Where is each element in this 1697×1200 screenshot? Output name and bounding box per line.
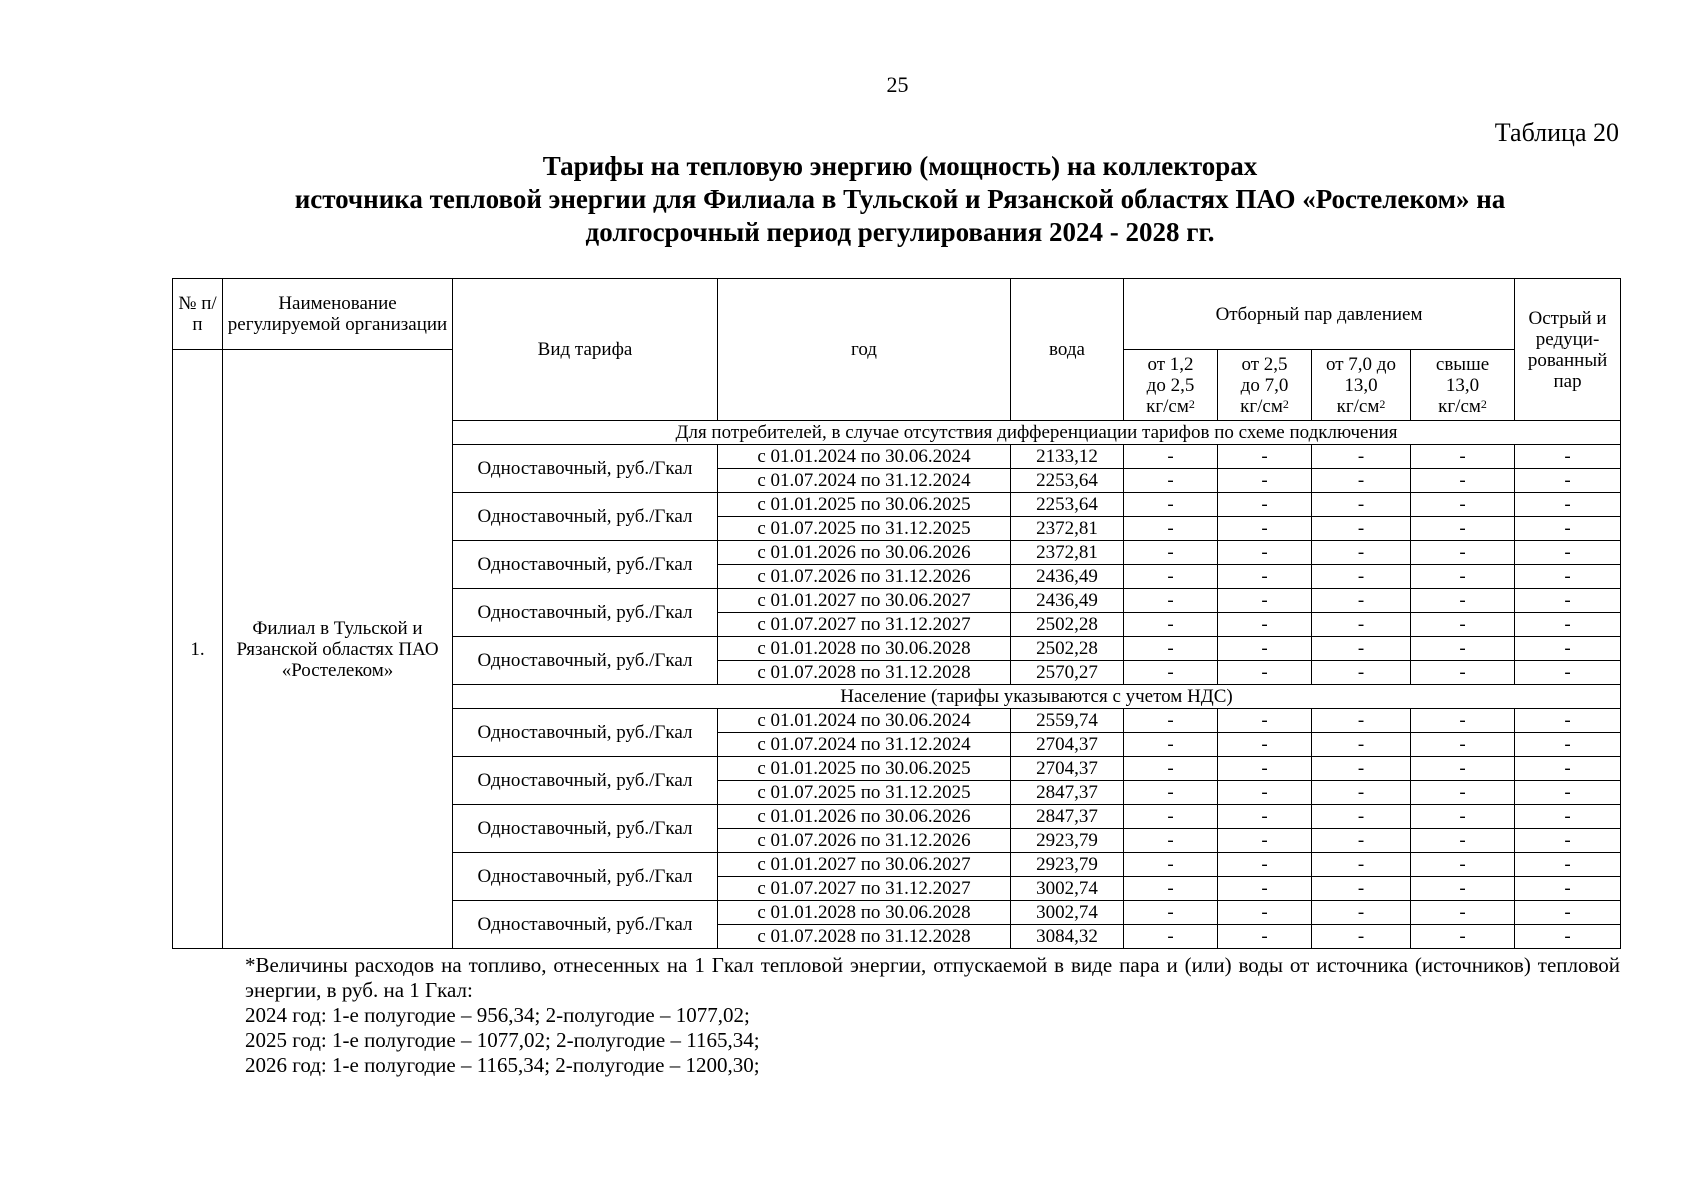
dash-cell: - — [1411, 589, 1515, 613]
header-pressure-4-from: свыше — [1435, 353, 1490, 375]
dash-cell: - — [1124, 565, 1218, 589]
dash-cell: - — [1124, 445, 1218, 469]
period: с 01.01.2025 по 30.06.2025 — [718, 493, 1011, 517]
dash-cell: - — [1411, 637, 1515, 661]
water-value: 2923,79 — [1011, 829, 1124, 853]
dash-cell: - — [1515, 493, 1621, 517]
unit-text: кг/см — [1438, 395, 1481, 417]
dash-cell: - — [1124, 493, 1218, 517]
dash-cell: - — [1411, 901, 1515, 925]
tariff-type: Одноставочный, руб./Гкал — [453, 589, 718, 637]
dash-cell: - — [1515, 733, 1621, 757]
page-number: 25 — [886, 72, 909, 97]
water-value: 3002,74 — [1011, 877, 1124, 901]
header-pressure-3-from: от 7,0 до — [1326, 353, 1396, 375]
header-water: вода — [1011, 279, 1124, 421]
header-year: год — [718, 279, 1011, 421]
dash-cell: - — [1515, 613, 1621, 637]
dash-cell: - — [1515, 925, 1621, 949]
period: с 01.07.2028 по 31.12.2028 — [718, 661, 1011, 685]
dash-cell: - — [1515, 565, 1621, 589]
footnote-main: *Величины расходов на топливо, отнесенных на 1 Гкал тепловой энергии, отпускаемой в виде пара и (или) воды от источника (источников) тепловой энергии, в руб. на 1 Гкал: — [245, 953, 1620, 1002]
water-value: 2133,12 — [1011, 445, 1124, 469]
dash-cell: - — [1411, 925, 1515, 949]
tariff-type: Одноставочный, руб./Гкал — [453, 805, 718, 853]
dash-cell: - — [1124, 709, 1218, 733]
dash-cell: - — [1124, 469, 1218, 493]
dash-cell: - — [1411, 781, 1515, 805]
dash-cell: - — [1411, 877, 1515, 901]
dash-cell: - — [1411, 469, 1515, 493]
unit-sup: 2 — [1188, 396, 1195, 411]
dash-cell: - — [1124, 781, 1218, 805]
header-pressure-4 — [1411, 350, 1515, 421]
dash-cell: - — [1411, 853, 1515, 877]
header-pressure-2-from: от 2,5 — [1241, 353, 1288, 375]
dash-cell: - — [1312, 517, 1411, 541]
dash-cell: - — [1218, 613, 1312, 637]
dash-cell: - — [1218, 565, 1312, 589]
footnote-line: 2024 год: 1-е полугодие – 956,34; 2-полугодие – 1077,02; — [245, 1003, 750, 1027]
dash-cell: - — [1515, 469, 1621, 493]
dash-cell: - — [1411, 805, 1515, 829]
dash-cell: - — [1218, 517, 1312, 541]
dash-cell: - — [1312, 877, 1411, 901]
header-num: № п/п — [173, 279, 223, 350]
dash-cell: - — [1124, 901, 1218, 925]
dash-cell: - — [1218, 541, 1312, 565]
header-pressure-4-to: 13,0 — [1445, 374, 1480, 396]
dash-cell: - — [1124, 925, 1218, 949]
dash-cell: - — [1515, 661, 1621, 685]
dash-cell: - — [1124, 637, 1218, 661]
period: с 01.01.2028 по 30.06.2028 — [718, 901, 1011, 925]
dash-cell: - — [1218, 445, 1312, 469]
section-title: Для потребителей, в случае отсутствия дифференциации тарифов по схеме подключения — [453, 421, 1621, 445]
tariff-type: Одноставочный, руб./Гкал — [453, 709, 718, 757]
dash-cell: - — [1312, 709, 1411, 733]
dash-cell: - — [1218, 757, 1312, 781]
water-value: 3084,32 — [1011, 925, 1124, 949]
period: с 01.07.2027 по 31.12.2027 — [718, 877, 1011, 901]
dash-cell: - — [1124, 757, 1218, 781]
tariff-type: Одноставочный, руб./Гкал — [453, 901, 718, 949]
dash-cell: - — [1411, 493, 1515, 517]
dash-cell: - — [1218, 469, 1312, 493]
period: с 01.01.2027 по 30.06.2027 — [718, 853, 1011, 877]
dash-cell: - — [1515, 805, 1621, 829]
row-number: 1. — [173, 350, 223, 949]
table-title — [160, 150, 1640, 249]
water-value: 2436,49 — [1011, 589, 1124, 613]
dash-cell: - — [1515, 589, 1621, 613]
dash-cell: - — [1312, 445, 1411, 469]
dash-cell: - — [1312, 901, 1411, 925]
dash-cell: - — [1515, 757, 1621, 781]
water-value: 2436,49 — [1011, 565, 1124, 589]
tariff-table — [172, 278, 1621, 949]
tariff-type: Одноставочный, руб./Гкал — [453, 757, 718, 805]
period: с 01.01.2026 по 30.06.2026 — [718, 541, 1011, 565]
water-value: 2923,79 — [1011, 853, 1124, 877]
period: с 01.01.2024 по 30.06.2024 — [718, 445, 1011, 469]
org-name: Филиал в Тульской и Рязанской областях ПАО «Ростелеком» — [223, 350, 453, 949]
period: с 01.07.2028 по 31.12.2028 — [718, 925, 1011, 949]
dash-cell: - — [1515, 637, 1621, 661]
footnote — [172, 953, 1620, 1078]
dash-cell: - — [1124, 877, 1218, 901]
dash-cell: - — [1515, 709, 1621, 733]
dash-cell: - — [1411, 517, 1515, 541]
dash-cell: - — [1218, 637, 1312, 661]
dash-cell: - — [1218, 877, 1312, 901]
water-value: 2253,64 — [1011, 493, 1124, 517]
dash-cell: - — [1124, 661, 1218, 685]
dash-cell: - — [1312, 469, 1411, 493]
period: с 01.07.2024 по 31.12.2024 — [718, 469, 1011, 493]
water-value: 2847,37 — [1011, 781, 1124, 805]
water-value: 2372,81 — [1011, 517, 1124, 541]
unit-sup: 2 — [1282, 396, 1289, 411]
dash-cell: - — [1124, 589, 1218, 613]
period: с 01.07.2024 по 31.12.2024 — [718, 733, 1011, 757]
dash-cell: - — [1312, 565, 1411, 589]
period: с 01.01.2027 по 30.06.2027 — [718, 589, 1011, 613]
dash-cell: - — [1515, 877, 1621, 901]
section-title: Население (тарифы указываются с учетом НДС) — [453, 685, 1621, 709]
water-value: 2570,27 — [1011, 661, 1124, 685]
header-pressure-2 — [1218, 350, 1312, 421]
water-value: 2372,81 — [1011, 541, 1124, 565]
dash-cell: - — [1312, 829, 1411, 853]
dash-cell: - — [1515, 541, 1621, 565]
header-pressure-3 — [1312, 350, 1411, 421]
period: с 01.07.2026 по 31.12.2026 — [718, 829, 1011, 853]
header-pressure-4-unit — [1413, 396, 1512, 417]
footnote-line: 2025 год: 1-е полугодие – 1077,02; 2-полугодие – 1165,34; — [245, 1028, 760, 1052]
period: с 01.07.2027 по 31.12.2027 — [718, 613, 1011, 637]
dash-cell: - — [1411, 733, 1515, 757]
period: с 01.01.2028 по 30.06.2028 — [718, 637, 1011, 661]
dash-cell: - — [1218, 781, 1312, 805]
dash-cell: - — [1124, 541, 1218, 565]
dash-cell: - — [1411, 661, 1515, 685]
dash-cell: - — [1124, 613, 1218, 637]
title-line: долгосрочный период регулирования 2024 - 2028 гг. — [585, 217, 1215, 247]
dash-cell: - — [1312, 781, 1411, 805]
dash-cell: - — [1411, 709, 1515, 733]
unit-sup: 2 — [1480, 396, 1487, 411]
dash-cell: - — [1124, 829, 1218, 853]
header-pressure-3-unit — [1314, 396, 1408, 417]
header-pressure-3-to: 13,0 — [1344, 374, 1378, 396]
dash-cell: - — [1218, 853, 1312, 877]
dash-cell: - — [1312, 493, 1411, 517]
unit-text: кг/см — [1146, 395, 1189, 417]
header-pressure-1-unit — [1126, 396, 1215, 417]
header-org: Наименование регулируемой организации — [223, 279, 453, 350]
period: с 01.07.2025 по 31.12.2025 — [718, 781, 1011, 805]
period: с 01.01.2024 по 30.06.2024 — [718, 709, 1011, 733]
dash-cell: - — [1312, 637, 1411, 661]
dash-cell: - — [1411, 613, 1515, 637]
footnote-line: 2026 год: 1-е полугодие – 1165,34; 2-полугодие – 1200,30; — [245, 1053, 760, 1077]
unit-text: кг/см — [1240, 395, 1283, 417]
dash-cell: - — [1312, 757, 1411, 781]
dash-cell: - — [1312, 733, 1411, 757]
dash-cell: - — [1218, 901, 1312, 925]
water-value: 2502,28 — [1011, 613, 1124, 637]
dash-cell: - — [1218, 709, 1312, 733]
dash-cell: - — [1218, 493, 1312, 517]
header-pressure-1 — [1124, 350, 1218, 421]
unit-sup: 2 — [1379, 396, 1386, 411]
dash-cell: - — [1218, 661, 1312, 685]
tariff-type: Одноставочный, руб./Гкал — [453, 853, 718, 901]
dash-cell: - — [1218, 805, 1312, 829]
header-pressure-2-unit — [1220, 396, 1309, 417]
dash-cell: - — [1218, 829, 1312, 853]
tariff-type: Одноставочный, руб./Гкал — [453, 541, 718, 589]
period: с 01.01.2025 по 30.06.2025 — [718, 757, 1011, 781]
dash-cell: - — [1515, 853, 1621, 877]
period: с 01.01.2026 по 30.06.2026 — [718, 805, 1011, 829]
dash-cell: - — [1124, 733, 1218, 757]
dash-cell: - — [1411, 541, 1515, 565]
dash-cell: - — [1124, 517, 1218, 541]
dash-cell: - — [1515, 445, 1621, 469]
header-tariff-type: Вид тарифа — [453, 279, 718, 421]
table-label: Таблица 20 — [1494, 118, 1619, 147]
dash-cell: - — [1515, 901, 1621, 925]
period: с 01.07.2025 по 31.12.2025 — [718, 517, 1011, 541]
title-line: Тарифы на тепловую энергию (мощность) на коллекторах — [542, 151, 1258, 181]
dash-cell: - — [1312, 853, 1411, 877]
dash-cell: - — [1411, 565, 1515, 589]
header-steam: Отборный пар давлением — [1124, 279, 1515, 350]
water-value: 2253,64 — [1011, 469, 1124, 493]
dash-cell: - — [1124, 805, 1218, 829]
dash-cell: - — [1218, 589, 1312, 613]
header-pressure-1-from: от 1,2 — [1147, 353, 1194, 375]
dash-cell: - — [1312, 541, 1411, 565]
dash-cell: - — [1218, 925, 1312, 949]
header-pressure-2-to: до 7,0 — [1240, 374, 1289, 396]
dash-cell: - — [1411, 757, 1515, 781]
water-value: 3002,74 — [1011, 901, 1124, 925]
header-sharp-steam: Острый и редуци-рованный пар — [1515, 279, 1621, 421]
water-value: 2704,37 — [1011, 757, 1124, 781]
header-pressure-1-to: до 2,5 — [1146, 374, 1195, 396]
water-value: 2502,28 — [1011, 637, 1124, 661]
dash-cell: - — [1312, 613, 1411, 637]
dash-cell: - — [1312, 805, 1411, 829]
unit-text: кг/см — [1336, 395, 1380, 417]
dash-cell: - — [1515, 517, 1621, 541]
dash-cell: - — [1312, 925, 1411, 949]
water-value: 2704,37 — [1011, 733, 1124, 757]
dash-cell: - — [1411, 445, 1515, 469]
dash-cell: - — [1312, 661, 1411, 685]
water-value: 2847,37 — [1011, 805, 1124, 829]
tariff-type: Одноставочный, руб./Гкал — [453, 493, 718, 541]
title-line: источника тепловой энергии для Филиала в Тульской и Рязанской областях ПАО «Ростелеком» на — [294, 184, 1506, 214]
period: с 01.07.2026 по 31.12.2026 — [718, 565, 1011, 589]
water-value: 2559,74 — [1011, 709, 1124, 733]
dash-cell: - — [1515, 829, 1621, 853]
dash-cell: - — [1124, 853, 1218, 877]
tariff-type: Одноставочный, руб./Гкал — [453, 637, 718, 685]
dash-cell: - — [1312, 589, 1411, 613]
dash-cell: - — [1218, 733, 1312, 757]
dash-cell: - — [1411, 829, 1515, 853]
tariff-type: Одноставочный, руб./Гкал — [453, 445, 718, 493]
dash-cell: - — [1515, 781, 1621, 805]
